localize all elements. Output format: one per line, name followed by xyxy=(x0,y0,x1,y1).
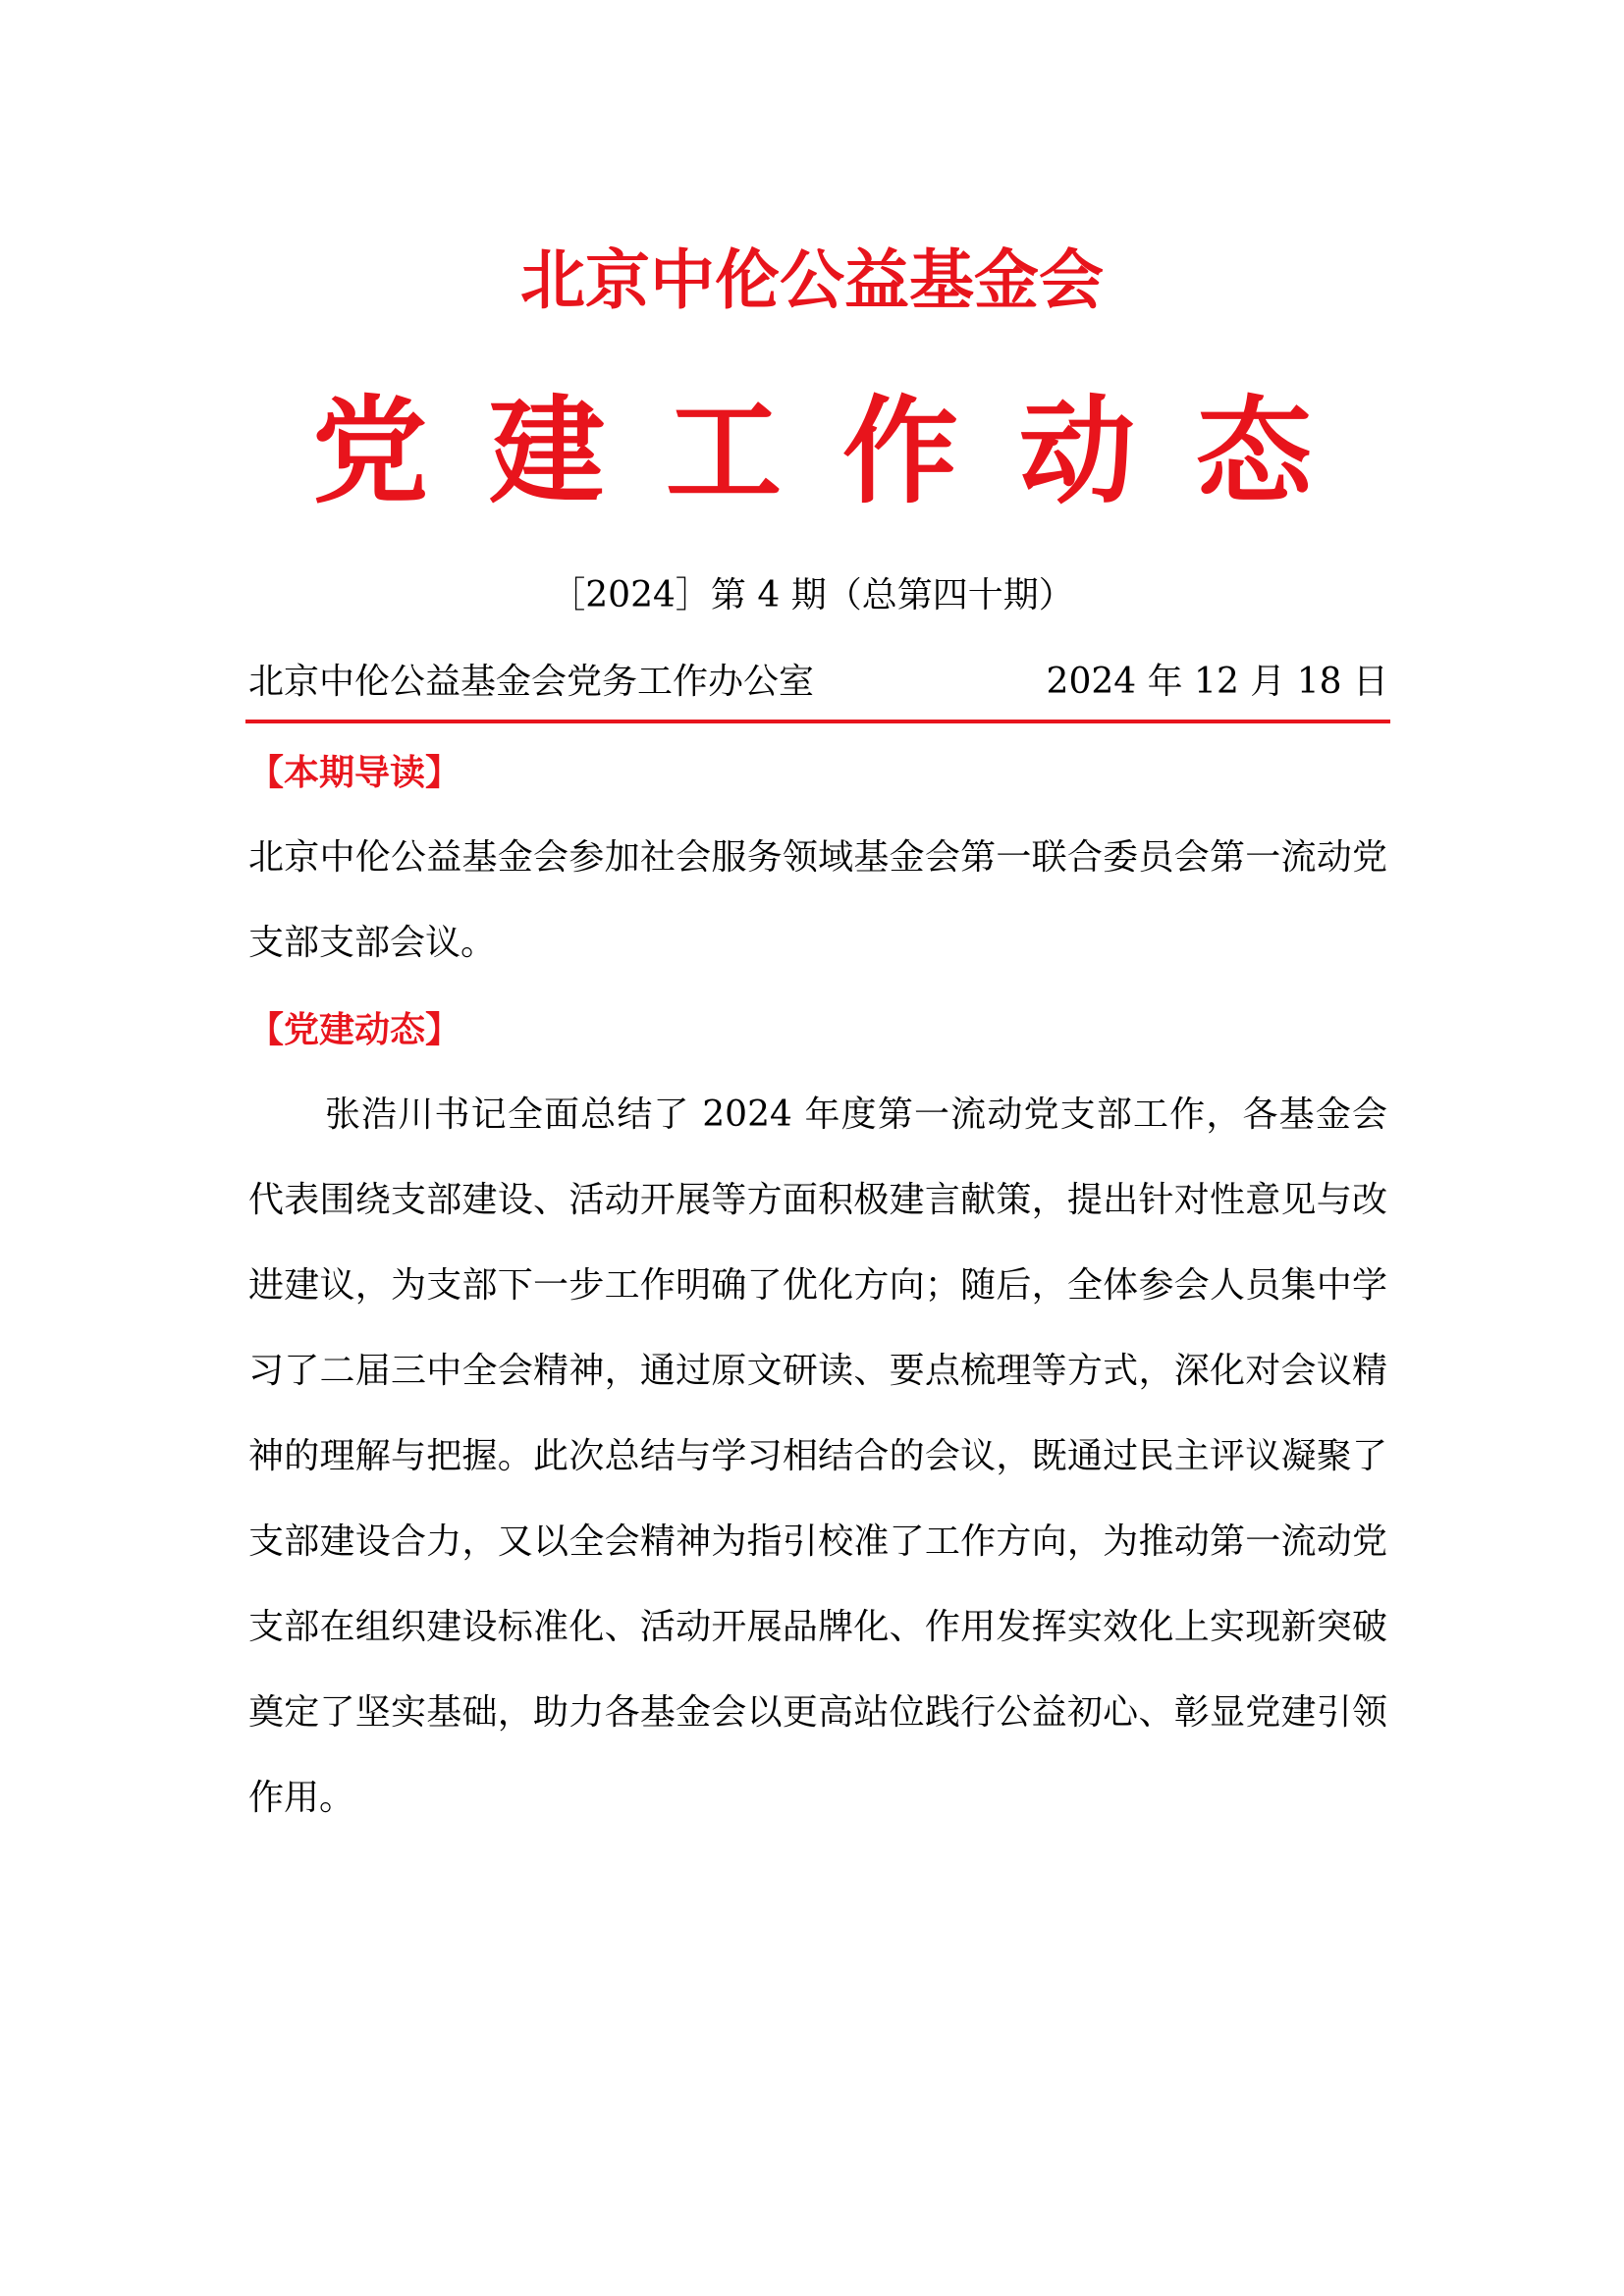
section-heading-intro: 【本期导读】 xyxy=(248,752,461,793)
issue-number: ［2024］第 4 期（总第四十期） xyxy=(550,575,1074,615)
news-paragraph: 张浩川书记全面总结了 2024 年度第一流动党支部工作，各基金会代表围绕支部建设、活动开展等方面积极建言献策，提出针对性意见与改进建议，为支部下一步工作明确了优化方向；随后，全体参会人员集中学习了二届三中全会精神，通过原文研读、要点梳理等方式，深化对会议精神的理解与把握。此次总结与学习相结合的会议，既通过民主评议凝聚了支部建设合力，又以全会精神为指引校准了工作方向，为推动第一流动党支部在组织建设标准化、活动开展品牌化、作用发挥实效化上实现新突破奠定了坚实基础，助力各基金会以更高站位践行公益初心、彰显党建引领作用。 xyxy=(248,1095,1387,1818)
intro-paragraph: 北京中伦公益基金会参加社会服务领域基金会第一联合委员会第一流动党支部支部会议。 xyxy=(248,837,1387,963)
issue-date: 2024 年 12 月 18 日 xyxy=(1046,662,1388,702)
header-divider-rule xyxy=(245,720,1390,723)
section-heading-news: 【党建动态】 xyxy=(248,1009,461,1050)
masthead-title: 党建工作动态 xyxy=(311,383,1373,519)
issuing-office: 北京中伦公益基金会党务工作办公室 xyxy=(248,662,815,702)
org-title: 北京中伦公益基金会 xyxy=(520,241,1104,318)
